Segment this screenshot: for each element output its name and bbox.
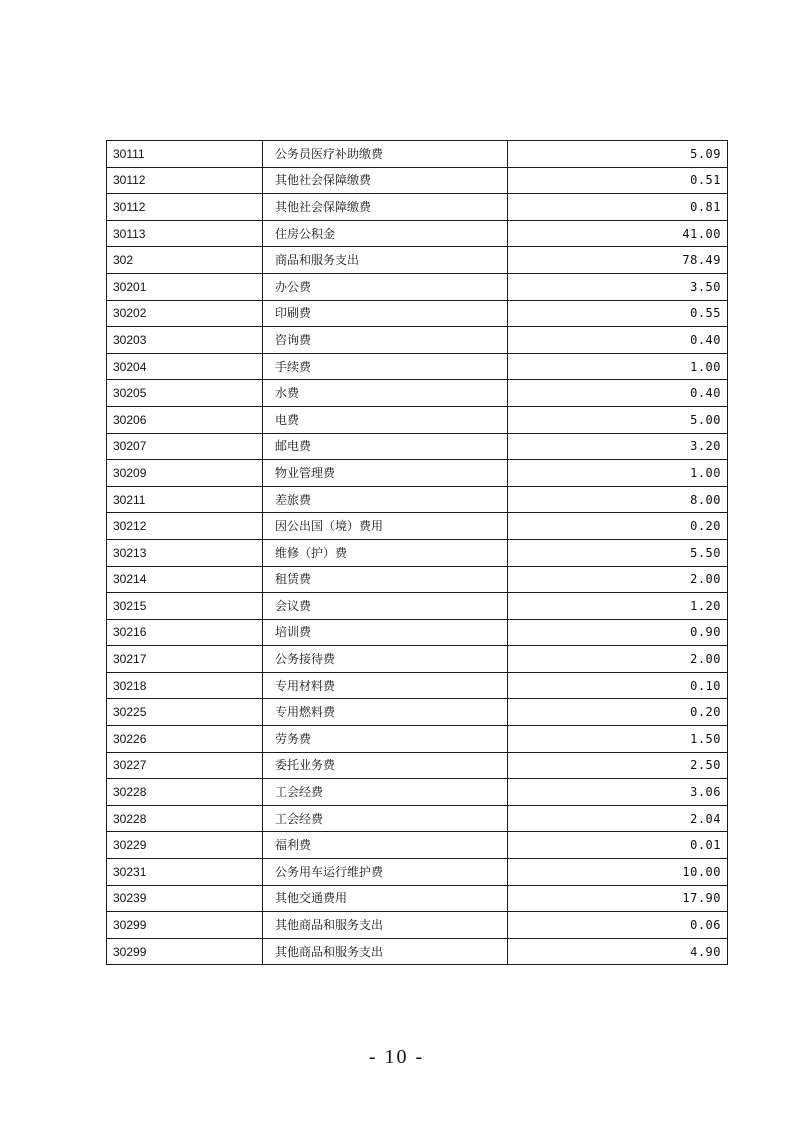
row-name-cell: 因公出国（境）费用 [263,513,508,540]
table-row [107,273,728,300]
row-amount-cell: 1.50 [508,726,728,753]
row-code-cell: 30226 [107,726,263,753]
row-code-cell: 30212 [107,513,263,540]
row-name-cell: 租赁费 [263,566,508,593]
row-amount-cell: 5.09 [508,141,728,168]
table-row [107,486,728,513]
budget-table [106,140,728,965]
row-amount-cell: 0.06 [508,912,728,939]
row-code-cell: 30299 [107,938,263,965]
table-row [107,752,728,779]
row-amount-cell: 0.90 [508,619,728,646]
row-code-cell: 30111 [107,141,263,168]
row-code-cell: 30211 [107,486,263,513]
row-name-cell: 培训费 [263,619,508,646]
row-amount-cell: 2.00 [508,646,728,673]
row-amount-cell: 17.90 [508,885,728,912]
table-row [107,380,728,407]
row-name-cell: 水费 [263,380,508,407]
row-amount-cell: 0.55 [508,300,728,327]
row-name-cell: 手续费 [263,353,508,380]
row-code-cell: 30231 [107,859,263,886]
table-row [107,460,728,487]
row-code-cell: 30228 [107,805,263,832]
row-name-cell: 咨询费 [263,327,508,354]
row-code-cell: 30205 [107,380,263,407]
row-name-cell: 商品和服务支出 [263,247,508,274]
table-row [107,619,728,646]
row-amount-cell: 0.40 [508,380,728,407]
row-amount-cell: 4.90 [508,938,728,965]
row-name-cell: 会议费 [263,593,508,620]
table-row [107,141,728,168]
row-amount-cell: 2.50 [508,752,728,779]
row-name-cell: 其他商品和服务支出 [263,938,508,965]
row-code-cell: 30214 [107,566,263,593]
row-code-cell: 30113 [107,220,263,247]
row-name-cell: 其他社会保障缴费 [263,194,508,221]
row-amount-cell: 1.00 [508,460,728,487]
row-code-cell: 30216 [107,619,263,646]
table-row [107,779,728,806]
row-name-cell: 公务接待费 [263,646,508,673]
row-amount-cell: 3.50 [508,273,728,300]
table-row [107,167,728,194]
row-code-cell: 30112 [107,194,263,221]
row-name-cell: 住房公积金 [263,220,508,247]
row-name-cell: 印刷费 [263,300,508,327]
table-row [107,327,728,354]
row-name-cell: 委托业务费 [263,752,508,779]
table-row [107,539,728,566]
table-row [107,566,728,593]
table-row [107,513,728,540]
row-amount-cell: 78.49 [508,247,728,274]
table-row [107,300,728,327]
row-amount-cell: 41.00 [508,220,728,247]
table-row [107,593,728,620]
row-name-cell: 福利费 [263,832,508,859]
table-row [107,699,728,726]
row-amount-cell: 0.01 [508,832,728,859]
row-amount-cell: 0.81 [508,194,728,221]
row-name-cell: 工会经费 [263,805,508,832]
row-amount-cell: 0.20 [508,513,728,540]
row-name-cell: 办公费 [263,273,508,300]
row-code-cell: 30217 [107,646,263,673]
row-code-cell: 30201 [107,273,263,300]
row-name-cell: 其他商品和服务支出 [263,912,508,939]
row-amount-cell: 1.00 [508,353,728,380]
row-amount-cell: 0.40 [508,327,728,354]
table-row [107,646,728,673]
table-row [107,672,728,699]
table-row [107,885,728,912]
row-code-cell: 30229 [107,832,263,859]
row-code-cell: 302 [107,247,263,274]
table-row [107,912,728,939]
row-amount-cell: 3.06 [508,779,728,806]
row-amount-cell: 0.20 [508,699,728,726]
row-code-cell: 30215 [107,593,263,620]
row-amount-cell: 10.00 [508,859,728,886]
row-code-cell: 30203 [107,327,263,354]
row-amount-cell: 2.00 [508,566,728,593]
row-code-cell: 30206 [107,406,263,433]
table-row [107,353,728,380]
table-row [107,859,728,886]
row-amount-cell: 8.00 [508,486,728,513]
row-amount-cell: 2.04 [508,805,728,832]
row-code-cell: 30207 [107,433,263,460]
row-code-cell: 30213 [107,539,263,566]
row-name-cell: 其他交通费用 [263,885,508,912]
row-name-cell: 公务用车运行维护费 [263,859,508,886]
row-code-cell: 30225 [107,699,263,726]
row-name-cell: 公务员医疗补助缴费 [263,141,508,168]
row-code-cell: 30299 [107,912,263,939]
row-name-cell: 其他社会保障缴费 [263,167,508,194]
row-code-cell: 30112 [107,167,263,194]
row-name-cell: 差旅费 [263,486,508,513]
table-row [107,832,728,859]
row-amount-cell: 1.20 [508,593,728,620]
row-name-cell: 邮电费 [263,433,508,460]
table-row [107,247,728,274]
row-name-cell: 专用燃料费 [263,699,508,726]
row-name-cell: 专用材料费 [263,672,508,699]
row-name-cell: 维修（护）费 [263,539,508,566]
row-name-cell: 工会经费 [263,779,508,806]
row-code-cell: 30239 [107,885,263,912]
table-row [107,938,728,965]
row-code-cell: 30202 [107,300,263,327]
row-amount-cell: 5.50 [508,539,728,566]
row-code-cell: 30227 [107,752,263,779]
row-code-cell: 30209 [107,460,263,487]
row-code-cell: 30228 [107,779,263,806]
table-row [107,220,728,247]
row-amount-cell: 5.00 [508,406,728,433]
table-row [107,406,728,433]
page-number: - 10 - [368,1046,425,1068]
row-code-cell: 30218 [107,672,263,699]
row-amount-cell: 0.10 [508,672,728,699]
row-name-cell: 电费 [263,406,508,433]
row-amount-cell: 0.51 [508,167,728,194]
table-row [107,805,728,832]
table-row [107,433,728,460]
row-code-cell: 30204 [107,353,263,380]
table-row [107,726,728,753]
table-body [107,141,728,965]
row-name-cell: 劳务费 [263,726,508,753]
table-row [107,194,728,221]
row-amount-cell: 3.20 [508,433,728,460]
row-name-cell: 物业管理费 [263,460,508,487]
